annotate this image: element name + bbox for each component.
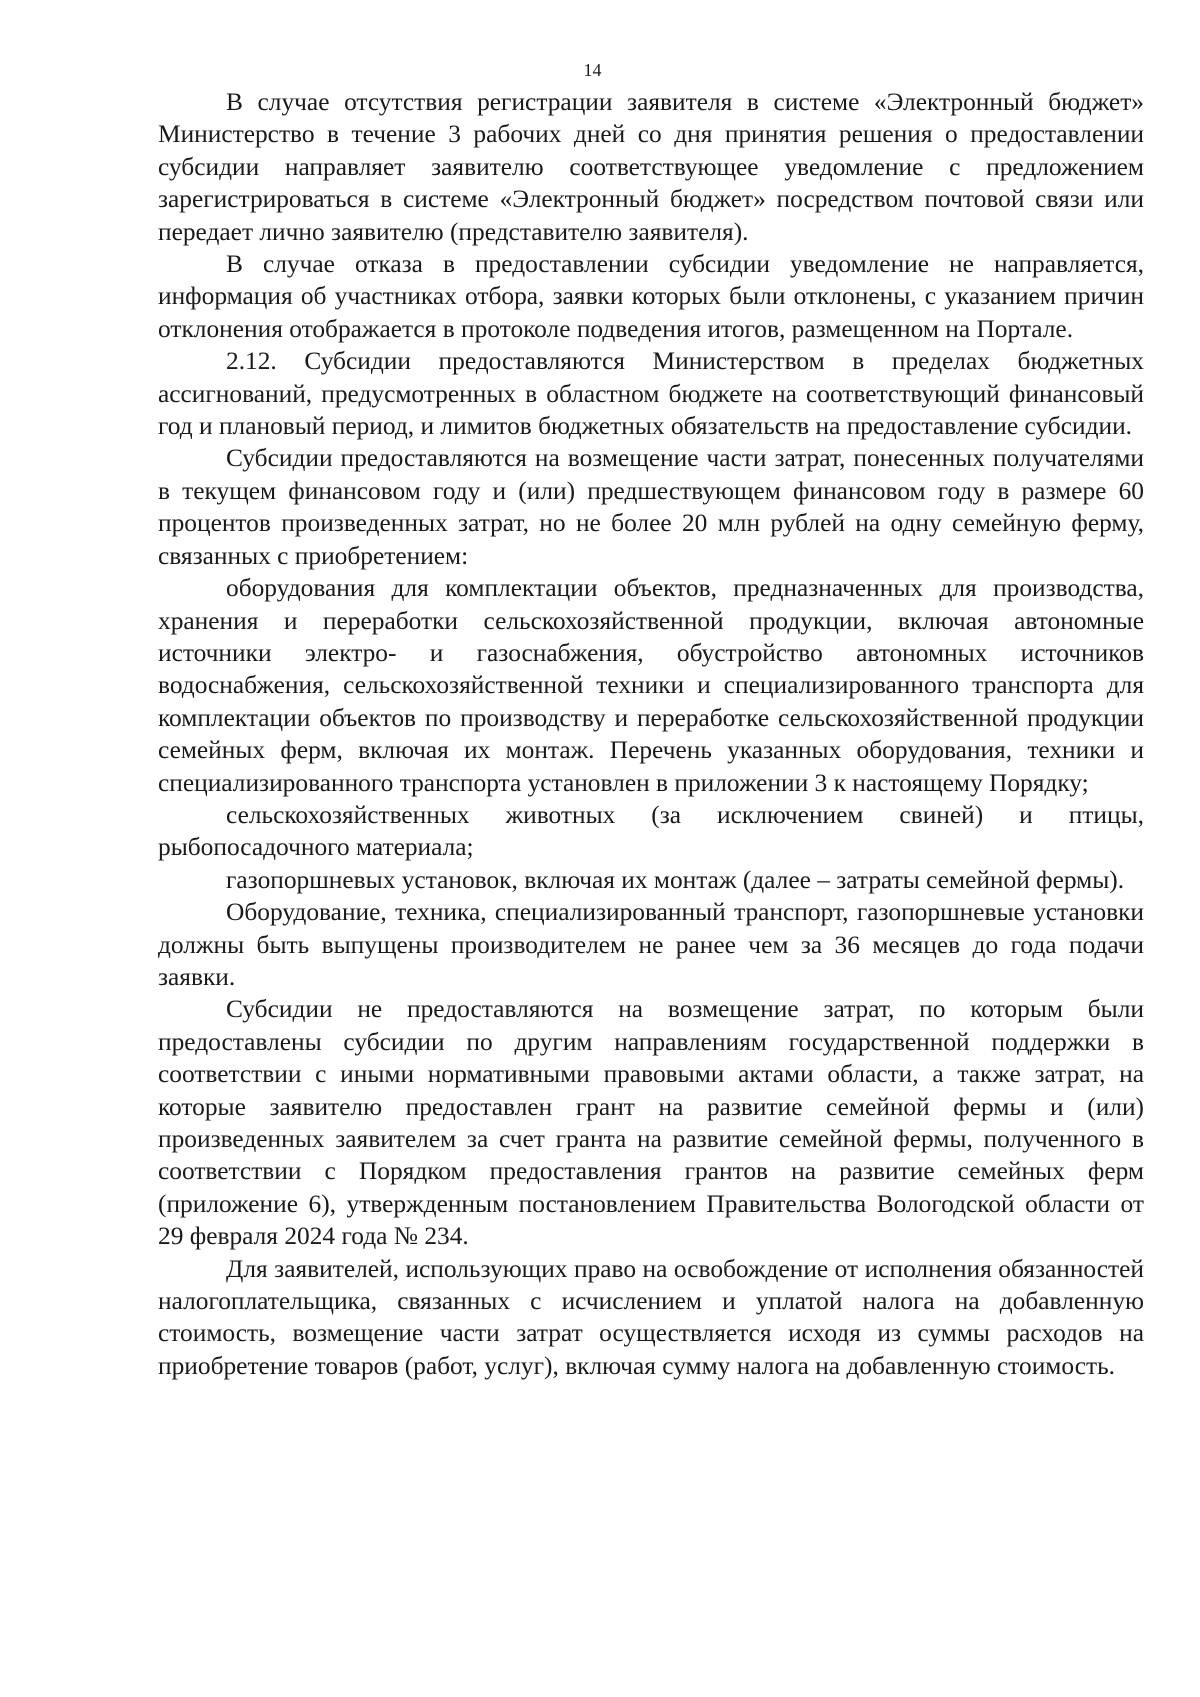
paragraph-exclusions: Субсидии не предоставляются на возмещение затрат, по которым были предоставлены субсидии по другим направлениям государственной поддержки в соответствии с иными нормативными правовыми актами области, а также затрат, на которые заявителю предоставлен грант на развитие семейной фермы и (или) произведенных заявителем за счет гранта на развитие семейной фермы, полученного в соответствии с Порядком предоставления грантов на развитие семейных ферм (приложение 6), утвержденным постановлением Правительства Вологодской области от 29 февраля 2024 года № 234. — [158, 995, 1144, 1251]
document-body — [158, 86, 1144, 1382]
paragraph-vat: Для заявителей, использующих право на освобождение от исполнения обязанностей налогоплательщика, связанных с исчислением и уплатой налога на добавленную стоимость, возмещение части затрат осуществляется исходя из суммы расходов на приобретение товаров (работ, услуг), включая сумму налога на добавленную стоимость. — [158, 1254, 1144, 1380]
list-item-equipment: оборудования для комплектации объектов, предназначенных для производства, хранения и переработки сельскохозяйственной продукции, включая автономные источники электро- и газоснабжения, обустройство автономных источников водоснабжения, сельскохозяйственной техники и специализированного транспорта для комплектации объектов по производству и переработке сельскохозяйственной продукции семейных ферм, включая их монтаж. Перечень указанных оборудования, техники и специализированного транспорта установлен в приложении 3 к настоящему Порядку; — [158, 574, 1144, 797]
paragraph-refusal-notice: В случае отказа в предоставлении субсидии уведомление не направляется, информация об участниках отбора, заявки которых были отклонены, с указанием причин отклонения отображается в протоколе подведения итогов, размещенном на Портале. — [158, 250, 1144, 343]
page-number: 14 — [583, 60, 602, 80]
list-item-animals: сельскохозяйственных животных (за исключением свиней) и птицы, рыбопосадочного материала; — [158, 800, 1144, 862]
paragraph-manufacture-date: Оборудование, техника, специализированный транспорт, газопоршневые установки должны быть выпущены производителем не ранее чем за 36 месяцев до года подачи заявки. — [158, 898, 1144, 991]
paragraph-section-2-12: 2.12. Субсидии предоставляются Министерством в пределах бюджетных ассигнований, предусмотренных в областном бюджете на соответствующий финансовый год и плановый период, и лимитов бюджетных обязательств на предоставление субсидии. — [158, 347, 1144, 441]
list-item-gas-piston: газопоршневых установок, включая их монтаж (далее – затраты семейной фермы). — [226, 865, 1125, 894]
paragraph-registration-notice: В случае отсутствия регистрации заявителя в системе «Электронный бюджет» Министерство в течение 3 рабочих дней со дня принятия решения о предоставлении субсидии направляет заявителю соответствующее уведомление с предложением зарегистрироваться в системе «Электронный бюджет» посредством почтовой связи или передает лично заявителю (представителю заявителя). — [158, 88, 1144, 246]
paragraph-subsidy-purpose: Субсидии предоставляются на возмещение части затрат, понесенных получателями в текущем финансовом году и (или) предшествующем финансовом году в размере 60 процентов произведенных затрат, но не более 20 млн рублей на одну семейную ферму, связанных с приобретением: — [158, 444, 1144, 570]
